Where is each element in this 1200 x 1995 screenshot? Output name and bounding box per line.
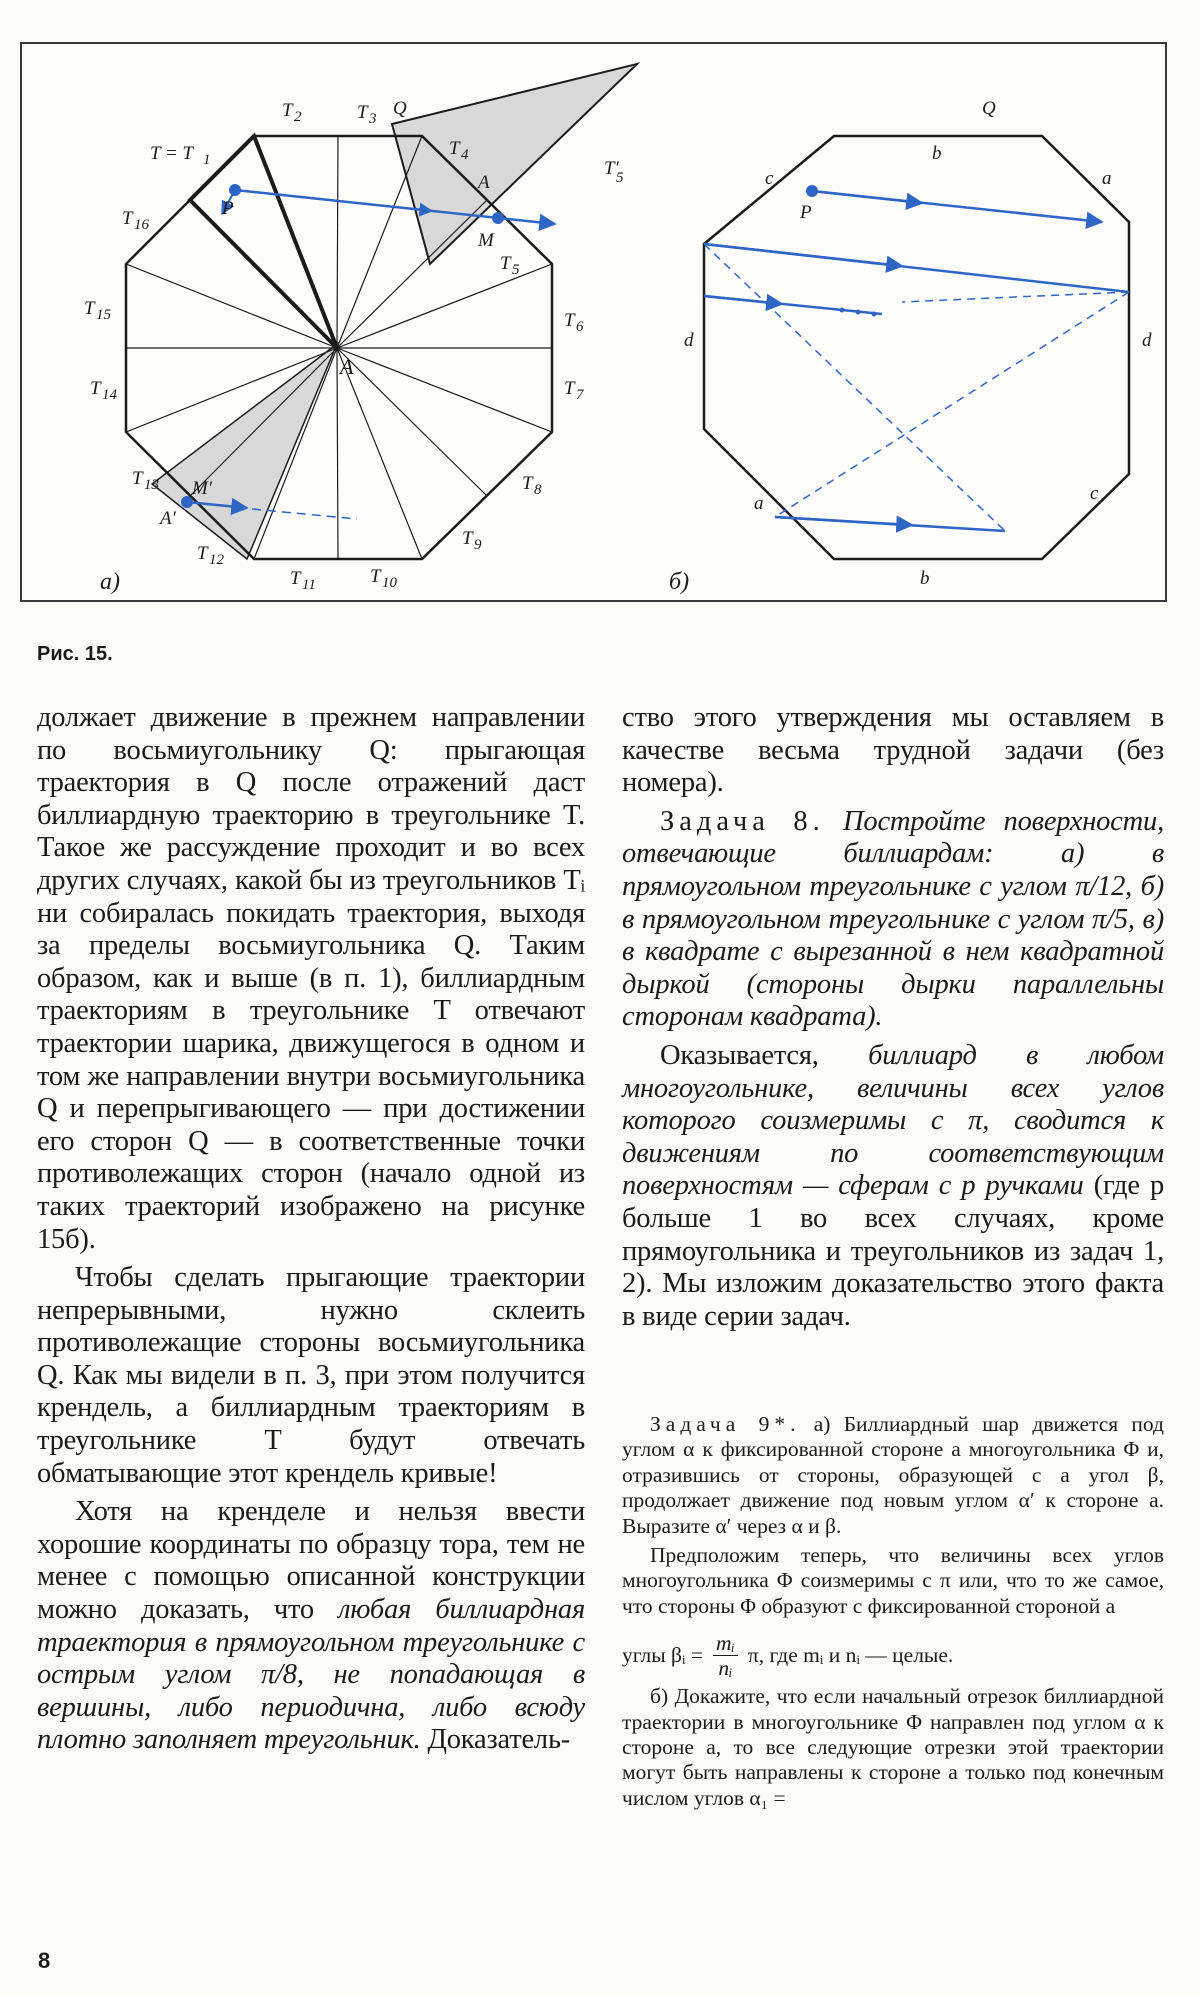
figure-caption: Рис. 15. [37, 643, 113, 665]
left-p3-text-c: Доказатель- [420, 1724, 571, 1756]
svg-text:2: 2 [294, 109, 302, 125]
formula-suffix: π, где mᵢ и nᵢ — целые. [747, 1643, 954, 1668]
octagon-q-right [704, 136, 1129, 559]
label-a-prime: A′ [160, 508, 176, 529]
label-a-bottom: a [754, 493, 764, 514]
point-m [492, 212, 504, 224]
label-t13: T [132, 468, 143, 489]
label-t14: T [90, 378, 101, 399]
label-c-top: c [765, 168, 774, 189]
label-m: M [478, 230, 494, 251]
figure-15 [20, 42, 1167, 602]
label-p-b: P [800, 202, 812, 223]
label-t2: T [282, 100, 293, 121]
left-paragraph-1: должает движение в прежнем направлении по восьмиугольнику Q: прыгающая траектория в Q после отражений даст биллиардную траекторию в треугольнике T. Такое же рассуждение проходит и во всех других случаях, какой бы из треугольников Tᵢ ни собиралась покидать траектория, выходя за пределы восьмиугольника Q. Таким образом, как и выше (в п. 1), биллиардным траекториям в треугольнике T отвечают траектории шарика, движущегося в одном и том же направлении внутри восьмиугольника Q и перепрыгивающего — при достижении его сторон Q — в соответственные точки противолежащих сторон (начало одной из таких траекторий изображено на рисунке 15б). [37, 702, 585, 1255]
task-9-part-a [622, 1412, 1164, 1539]
label-t15: T [84, 298, 95, 319]
right-p3-text-c: (где p больше 1 во всех случаях, кроме прямоугольника и треугольников из задач 1, 2). Мы изложим доказательство этого факта в виде серии задач. [622, 1170, 1164, 1332]
task-9-label: Задача 9*. [650, 1412, 801, 1436]
panel-b [669, 98, 1152, 595]
task-9-part-b: б) Докажите, что если начальный отрезок биллиардной траектории в многоугольнике Φ направлен под углом α к стороне a, то все следующие отрезки этой траектории могут быть направлены к стороне a только под конечным числом углов α₁ = [622, 1684, 1164, 1810]
left-p3-text-a: Хотя на кренделе и нельзя ввести хорошие координаты по образцу тора, тем не менее с помощью описанной конструкции можно доказать, что [37, 1496, 585, 1626]
label-p-a: P [222, 198, 234, 219]
label-t8: T [522, 473, 533, 494]
formula-denominator: nᵢ [718, 1656, 733, 1681]
label-t5: T [500, 253, 511, 274]
task-9-block [622, 1412, 1164, 1811]
svg-text:8: 8 [534, 482, 542, 498]
trajectory-dashed [704, 244, 1129, 531]
task-9-a-text: а) Биллиардный шар движется под углом α к фиксированной стороне a многоугольника Φ и, отразившись от стороны, образующей с a угол β, продолжает движение под новым углом α′ к стороне a. Выразите α′ через α и β. [622, 1412, 1164, 1538]
label-a-edge: A [478, 172, 490, 193]
svg-text:5: 5 [512, 262, 520, 278]
right-p3-text-a: Оказывается, [660, 1039, 869, 1071]
label-t6: T [564, 310, 575, 331]
label-t5-prime: T′ [604, 158, 619, 179]
formula-beta [622, 1631, 1164, 1680]
figure-15-drawing [22, 44, 1165, 600]
svg-text:5: 5 [616, 170, 624, 186]
label-t7: T [564, 378, 575, 399]
label-a-top: a [1102, 168, 1112, 189]
trajectory-solid [704, 191, 1129, 531]
svg-text:6: 6 [576, 319, 584, 335]
label-q-a: Q [393, 98, 407, 119]
label-t-eq-t1: T = T [150, 143, 194, 164]
left-column [37, 702, 585, 1757]
svg-text:4: 4 [461, 147, 469, 163]
label-d-left: d [684, 330, 694, 351]
svg-text:1: 1 [203, 152, 211, 168]
left-paragraph-3 [37, 1496, 585, 1757]
triangle-t-bold [190, 136, 337, 348]
label-t3: T [357, 102, 368, 123]
right-column [622, 702, 1164, 1333]
label-d-right: d [1142, 330, 1152, 351]
panel-a-labels [84, 98, 624, 595]
label-t12: T [197, 543, 208, 564]
label-t16: T [122, 208, 133, 229]
svg-text:14: 14 [102, 387, 117, 403]
left-p3-italic-claim: любая биллиардная траектория в прямоугольном треугольнике с острым углом π/8, не попадающая в вершины, либо периодична, либо всюду плотно заполняет треугольник. [37, 1594, 585, 1756]
label-q-b: Q [982, 98, 996, 119]
panel-label-b: б) [669, 569, 690, 595]
label-t9: T [462, 528, 473, 549]
point-p-b [806, 185, 818, 197]
svg-text:10: 10 [382, 575, 397, 591]
label-a-center: A [340, 354, 354, 379]
task-8-text: Постройте поверхности, отвечающие биллиардам: а) в прямоугольном треугольнике с углом π/12, б) в прямоугольном треугольнике с углом π/5, в) в квадрате с вырезанной в нем квадратной дыркой (стороны дырки параллельны сторонам квадрата). [622, 805, 1164, 1033]
svg-text:3: 3 [369, 111, 377, 127]
label-t10: T [370, 566, 381, 587]
svg-text:16: 16 [134, 217, 149, 233]
svg-text:7: 7 [576, 387, 584, 403]
right-paragraph-3 [622, 1040, 1164, 1333]
task-8 [622, 806, 1164, 1034]
panel-a [84, 64, 637, 595]
formula-fraction [713, 1631, 738, 1680]
formula-prefix: углы βᵢ = [622, 1643, 703, 1668]
svg-text:9: 9 [474, 537, 482, 553]
svg-text:13: 13 [144, 477, 159, 493]
panel-label-a: а) [100, 569, 120, 595]
page-number: 8 [38, 1948, 51, 1973]
task-8-label: Задача 8. [660, 805, 825, 837]
task-9-paragraph-2: Предположим теперь, что величины всех углов многоугольника Φ соизмеримы с π или, что то же самое, что стороны Φ образуют с фиксированной стороной a [622, 1543, 1164, 1618]
right-paragraph-1: ство этого утверждения мы оставляем в качестве весьма трудной задачи (без номера). [622, 702, 1164, 799]
label-b-bottom: b [920, 568, 930, 589]
label-t4: T [449, 138, 460, 159]
left-paragraph-2: Чтобы сделать прыгающие траектории непрерывными, нужно склеить противолежащие стороны восьмиугольника Q. Как мы видели в п. 3, при этом получится крендель, а биллиардным траекториям в треугольнике T будут отвечать обматывающие этот крендель кривые! [37, 1262, 585, 1489]
svg-text:15: 15 [96, 307, 111, 323]
right-p3-italic-claim: биллиард в любом многоугольнике, величины всех углов которого соизмеримы с π, сводится к движениям по соответствующим поверхностям — сферам с p ручками [622, 1039, 1164, 1202]
svg-text:12: 12 [209, 552, 224, 568]
label-c-bottom: c [1090, 483, 1099, 504]
shaded-triangle-t5prime [392, 64, 637, 264]
label-b-top: b [932, 143, 942, 164]
svg-text:11: 11 [302, 577, 316, 593]
formula-numerator: mᵢ [713, 1631, 738, 1656]
label-t11: T [290, 568, 301, 589]
label-m-prime: M′ [192, 478, 212, 499]
